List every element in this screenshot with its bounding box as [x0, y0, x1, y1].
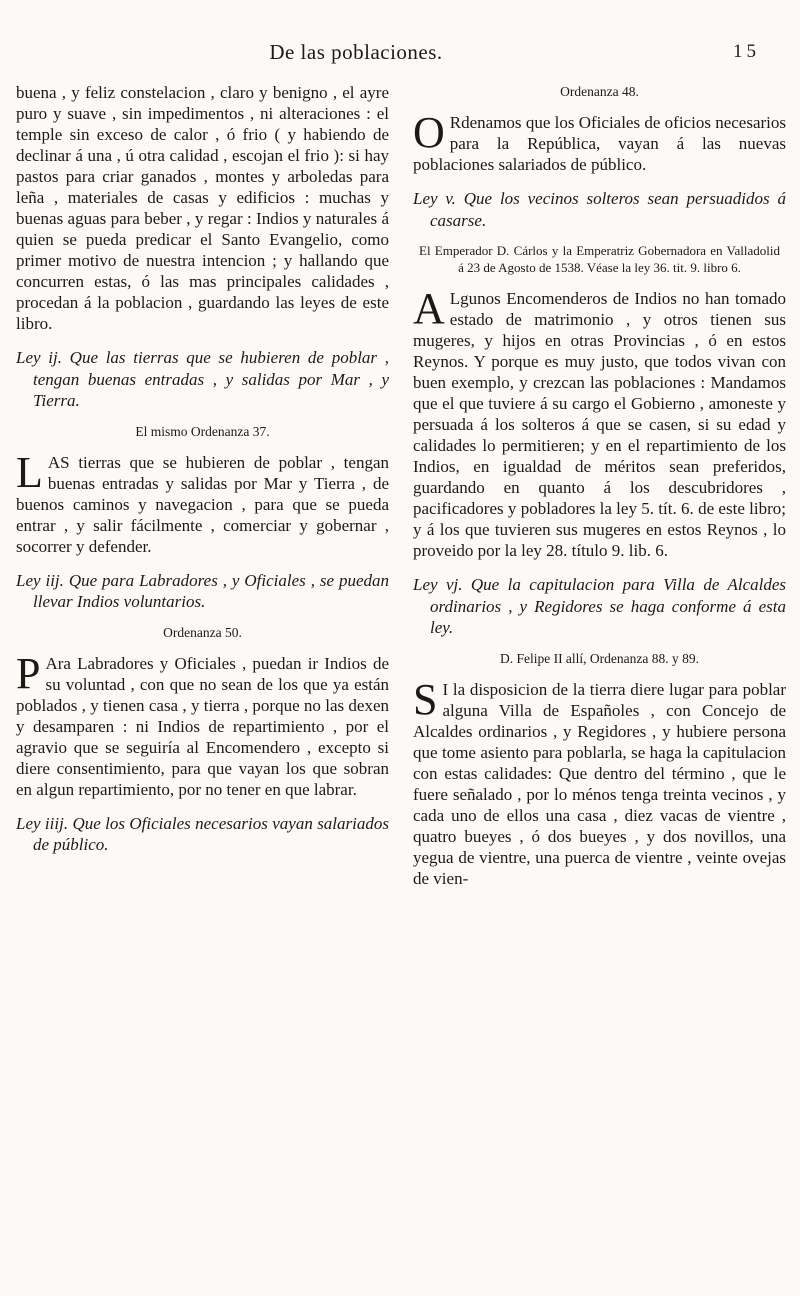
paragraph-text: I la disposicion de la tierra diere lugar para poblar alguna Villa de Españoles , con Concejo de Alcaldes ordinarios , y Regidores , y hubiere persona que tome asiento para poblarla, se haga la capitulacion con estas calidades: Que dentro del término , que le fuere señalado , por lo ménos tenga treinta vecinos , y cada uno de ellos una casa , diez vacas de vientre , quatro bueyes , ó dos bueyes , y dos novillos, una yegua de vientre, una puerca de vientre , veinte ovejas de vien-	[413, 679, 786, 888]
drop-cap-A: A	[413, 284, 445, 333]
running-head	[16, 40, 786, 74]
paragraph-ley-ij	[16, 447, 389, 557]
ordinance-ref-50: Ordenanza 50.	[163, 624, 242, 640]
ordinance-ref-37: El mismo Ordenanza 37.	[135, 423, 270, 439]
drop-cap-P: P	[16, 648, 41, 698]
paragraph-ley-vj	[413, 674, 786, 889]
ordinance-ref-felipe: D. Felipe II allí, Ordenanza 88. y 89.	[499, 650, 700, 666]
running-head-title: De las poblaciones.	[269, 40, 443, 64]
paragraph-continuation: buena , y feliz constelacion , claro y benigno , el ayre puro y suave , sin impedimentos , ni alteraciones : el temple sin exceso de calor , ó frio ( y habiendo de declinar á una , ú otra calidad , escojan el frio ): si hay pastos para criar ganados , montes y arboledas para leña , materiales de casas y edificios : muchas y buenas aguas para beber , y regar : Indios y naturales á quien se pueda predicar el Santo Evangelio, como primer motivo de nuestra intencion ; y hallando que concurren estas, ó las mas principales calidades , procedan á la poblacion , guardando las leyes de este libro.	[16, 83, 389, 333]
paragraph-ley-iij	[16, 648, 389, 800]
ordinance-ref-48: Ordenanza 48.	[560, 84, 639, 99]
ordinance-ref-emperador: El Emperador D. Cárlos y la Emperatriz Gobernadora en Valladolid á 23 de Agosto de 1538. Véase la ley 36. tit. 9. libro 6.	[419, 243, 780, 275]
right-column	[413, 82, 786, 889]
law-heading-ley-vj: Ley vj. Que la capitulacion para Villa de Alcaldes ordinarios , y Regidores se haga conforme á esta ley.	[413, 575, 786, 637]
paragraph-text: Ara Labradores y Oficiales , puedan ir Indios de su voluntad , con que no sean de los que ya están poblados , y tienen casa , y tierra , porque no las dexen y desamparen : ni Indios de repartimiento , por el agravio que se seguiría al Encomendero , excepto si diere consentimiento, para que vayan los que sobran en algun repartimiento, por no tener en que labrar.	[16, 653, 389, 799]
paragraph-text: AS tierras que se hubieren de poblar , tengan buenas entradas y salidas por Mar y Tierra , de buenos caminos y navegacion , para que se pueda entrar , y salir fácilmente , comerciar y gobernar , socorrer y defender.	[16, 452, 389, 556]
paragraph-ley-iiij-body	[413, 108, 786, 175]
paragraph-ley-v	[413, 284, 786, 561]
law-heading-ley-ij: Ley ij. Que las tierras que se hubieren de poblar , tengan buenas entradas , y salidas por Mar , y Tierra.	[16, 348, 389, 410]
law-heading-ley-v: Ley v. Que los vecinos solteros sean persuadidos á casarse.	[413, 189, 786, 230]
drop-cap-S: S	[413, 674, 438, 724]
text-columns	[16, 82, 786, 889]
drop-cap-L: L	[16, 447, 43, 497]
drop-cap-O: O	[413, 108, 445, 157]
page-number: 15	[733, 41, 760, 62]
paragraph-text: Rdenamos que los Oficiales de oficios necesarios para la República, vayan á las nuevas poblaciones salariados de público.	[413, 113, 786, 174]
left-column	[16, 82, 389, 889]
law-heading-ley-iij: Ley iij. Que para Labradores , y Oficiales , se puedan llevar Indios voluntarios.	[16, 570, 389, 611]
law-heading-ley-iiij: Ley iiij. Que los Oficiales necesarios vayan salariados de público.	[16, 813, 389, 854]
paragraph-text: Lgunos Encomenderos de Indios no han tomado estado de matrimonio , y otros tienen sus mugeres, y hijos en otras Provincias , ó en estos Reynos. Y porque es muy justo, que todos vivan con buen exemplo, y crezcan las poblaciones : Mandamos que el que tuviere á su cargo el Gobierno , amoneste y persuada á los solteros á que se casen, si su edad y calidades lo permitieren; y en el repartimiento de los Indios, en igualdad de méritos sean preferidos, guardando en quanto á los descubridores , pacificadores y pobladores la ley 5. tít. 6. de este libro; y á los que tuvieren sus mugeres en estos Reynos , lo proveido por la ley 28. título 9. lib. 6.	[413, 289, 786, 560]
